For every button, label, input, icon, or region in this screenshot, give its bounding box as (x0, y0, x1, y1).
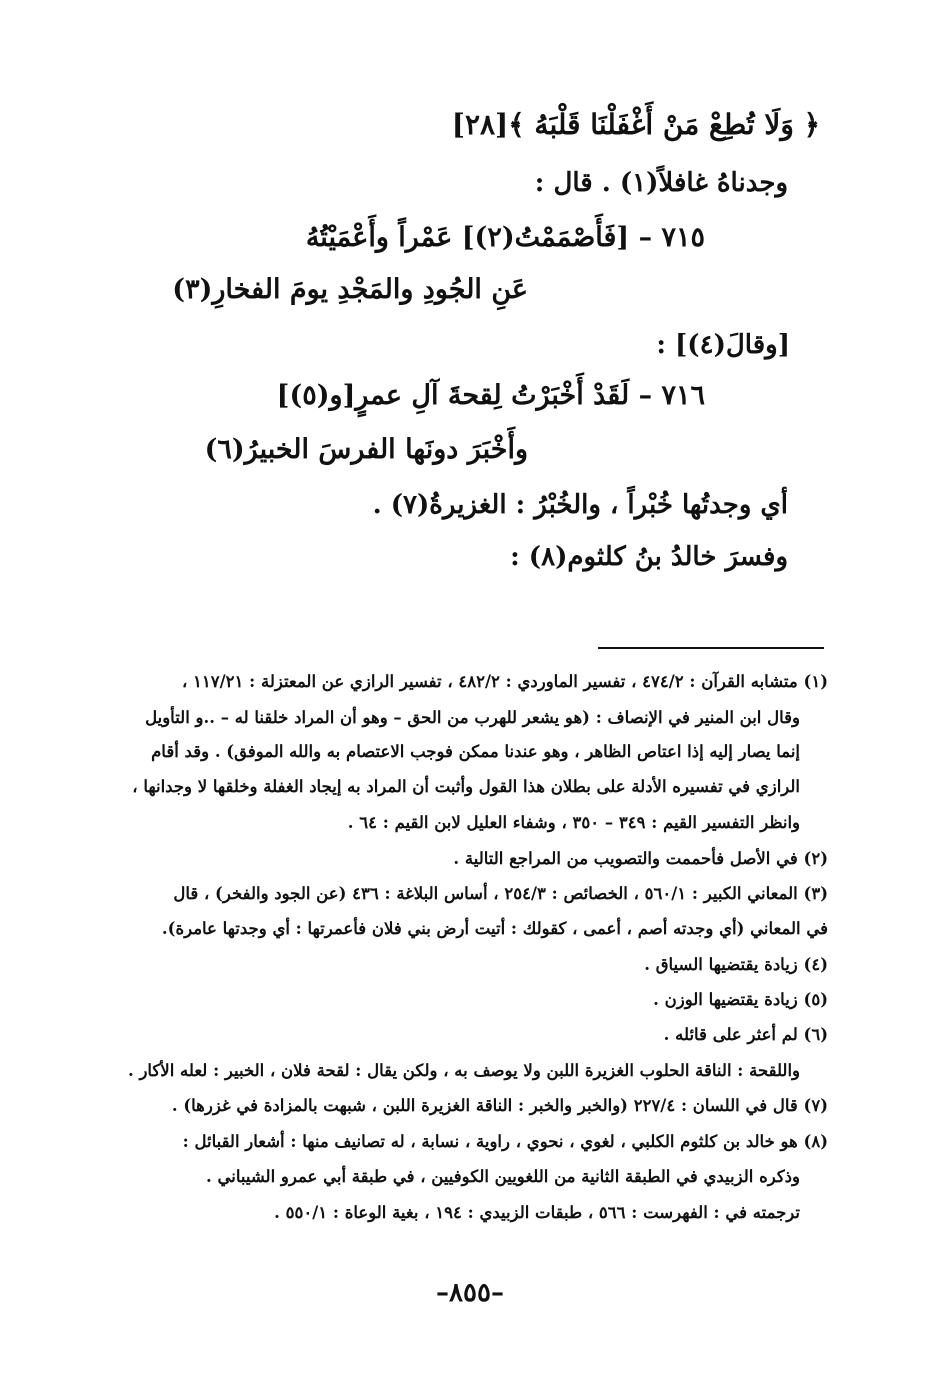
footnote-line: (٨) هو خالد بن كلثوم الكلبي ، لغوي ، نحوي ، راوية ، نسابة ، له تصانيف منها : أشعار القبائل : (182, 1132, 828, 1151)
body-line-and-said: [وقالَ(٤)] : (656, 330, 790, 360)
footnote-line: (٢) في الأصل فأحممت والتصويب من المراجع التالية . (453, 849, 828, 868)
verse-715-first-hemistich: ٧١٥ – [فَأَصْمَمْتُ(٢)] عَمْراً وأَعْمَيْتُهُ (305, 222, 705, 253)
footnote-line: وقال ابن المنير في الإنصاف : (هو يشعر للهرب من الحق – وهو أن المراد خلقنا له – ..و التأويل (145, 708, 800, 727)
footnote-line: ترجمته في : الفهرست : ٥٦٦ ، طبقات الزبيدي : ١٩٤ ، بغية الوعاة : ٥٥٠/١ . (274, 1203, 800, 1222)
footnote-line: في المعاني (أي وجدته أصم ، أعمى ، كقولك : أتيت أرض بني فلان فأعمرتها : أي وجدتها عامرة). (161, 919, 828, 938)
verse-716-first-hemistich: ٧١٦ – لَقَدْ أَخْبَرْتُ لِقحةَ آلِ عمرٍ[و(٥)] (276, 380, 705, 411)
body-line-khalid-bin-kulthum: وفسرَ خالدُ بنُ كلثوم(٨) : (510, 542, 788, 572)
footnote-line: (٤) زيادة يقتضيها السياق . (644, 955, 828, 974)
verse-716-second-hemistich: وأَخْبَرَ دونَها الفرسَ الخبيرُ(٦) (204, 434, 528, 465)
body-line-found-heedless: وجدناهُ غافلاً(١) . قال : (534, 168, 788, 198)
footnote-line: إنما يصار إليه إذا اعتاص الظاهر ، وهو عندنا ممكن فوجب الاعتصام به والله الموفق) . وقد أقام (151, 742, 800, 761)
page-number: –٨٥٥– (436, 1278, 504, 1308)
body-line-explanation: أي وجدتُها خُبْراً ، والخُبْرُ : الغزيرةُ(٧) . (372, 490, 788, 520)
footnote-separator (598, 647, 824, 649)
footnote-line: الرازي في تفسيره الأدلة على بطلان هذا القول وأثبت أن المراد به إيجاد الغفلة وخلقها لا وجدانها ، (132, 777, 800, 796)
quran-verse-line: ﴿ وَلَا تُطِعْ مَنْ أَغْفَلْنَا قَلْبَهُ ﴾[٢٨] (451, 108, 820, 141)
footnote-line: وانظر التفسير القيم : ٣٤٩ – ٣٥٠ ، وشفاء العليل لابن القيم : ٦٤ . (347, 813, 800, 832)
footnote-line: وذكره الزبيدي في الطبقة الثانية من اللغويين الكوفيين ، في طبقة أبي عمرو الشيباني . (206, 1167, 800, 1186)
footnote-line: (٣) المعاني الكبير : ٥٦٠/١ ، الخصائص : ٢٥٤/٣ ، أساس البلاغة : ٤٣٦ (عن الجود والفخر) ، قال (173, 884, 828, 903)
footnote-line: واللقحة : الناقة الحلوب الغزيرة اللبن ولا يوصف به ، ولكن يقال : لقحة فلان ، الخبير : لعله الأكار . (127, 1061, 800, 1080)
footnote-line: (١) متشابه القرآن : ٤٧٤/٢ ، تفسير الماوردي : ٤٨٢/٢ ، تفسير الرازي عن المعتزلة : ١١٧/٢١ ، (181, 672, 828, 691)
verse-715-second-hemistich: عَنِ الجُودِ والمَجْدِ يومَ الفخارِ(٣) (172, 274, 528, 305)
footnote-line: (٥) زيادة يقتضيها الوزن . (653, 990, 828, 1009)
footnote-line: (٦) لم أعثر على قائله . (663, 1025, 828, 1044)
footnote-line: (٧) قال في اللسان : ٢٢٧/٤ (والخبر والخبر : الناقة الغزيرة اللبن ، شبهت بالمزادة في غزرها) . (171, 1096, 828, 1115)
